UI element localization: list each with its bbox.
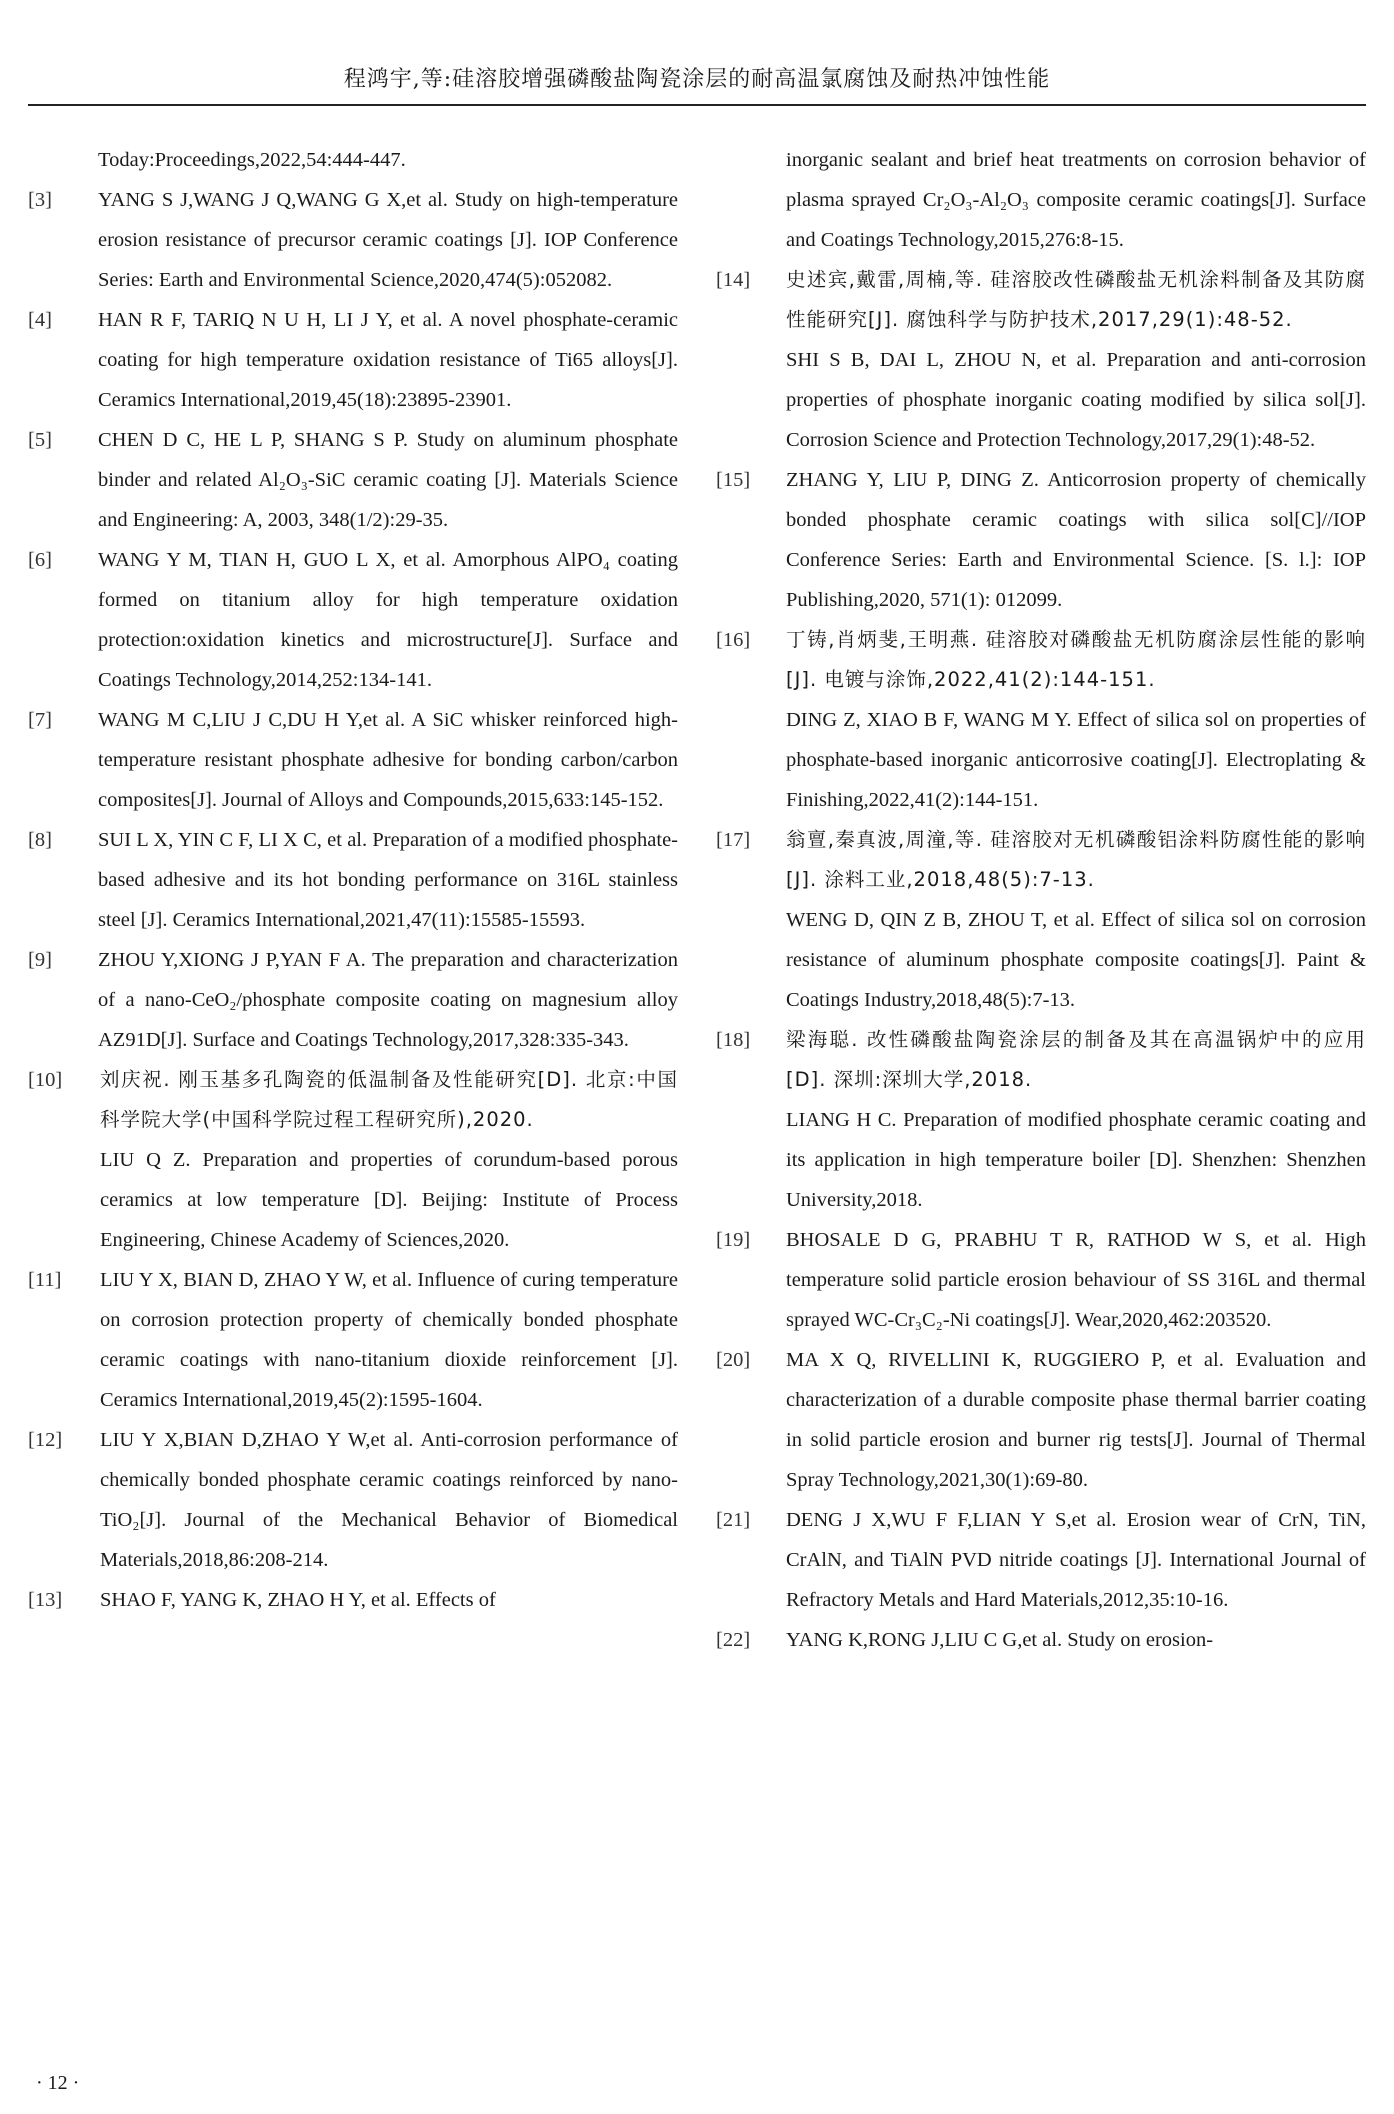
reference-text: LIU Y X, BIAN D, ZHAO Y W, et al. Influence of curing temperature on corrosion protection property of chemically bonded phosphate ceramic coatings with nano-titanium dioxide reinforcement [J]. Ceramics International,2019,45(2):1595-1604. [100,1269,678,1411]
reference-15 [716,460,1366,620]
reference-number: [3] [28,189,52,211]
reference-text: CHEN D C, HE L P, SHANG S P. Study on aluminum phosphate binder and related Al₂O₃-SiC ceramic coating [J]. Materials Science and Engineering: A, 2003, 348(1/2):29-35. [98,429,678,531]
reference-10 [28,1060,678,1260]
reference-text-chinese: 翁亶,秦真波,周潼,等. 硅溶胶对无机磷酸铝涂料防腐性能的影响[J]. 涂料工业,2018,48(5):7-13. [786,828,1366,891]
reference-number: [7] [28,709,52,731]
reference-17 [716,820,1366,1020]
reference-text-chinese: 丁铸,肖炳斐,王明燕. 硅溶胶对磷酸盐无机防腐涂层性能的影响[J]. 电镀与涂饰,2022,41(2):144-151. [786,628,1366,691]
reference-16 [716,620,1366,820]
reference-21 [716,1500,1366,1620]
reference-number: [13] [28,1589,63,1611]
reference-text: HAN R F, TARIQ N U H, LI J Y, et al. A novel phosphate-ceramic coating for high temperature oxidation resistance of Ti65 alloys[J]. Ceramics International,2019,45(18):23895-23901. [98,309,678,411]
reference-number: [22] [716,1629,751,1651]
reference-text: DENG J X,WU F F,LIAN Y S,et al. Erosion wear of CrN, TiN, CrAlN, and TiAlN PVD nitride coatings [J]. International Journal of Refractory Metals and Hard Materials,2012,35:10-16. [786,1509,1366,1611]
reference-text-english: SHI S B, DAI L, ZHOU N, et al. Preparation and anti-corrosion properties of phosphate inorganic coating modified by silica sol[J]. Corrosion Science and Protection Technology,2017,29(1):48-52. [786,349,1366,451]
reference-number: [11] [28,1269,62,1291]
reference-text-english: LIU Q Z. Preparation and properties of corundum-based porous ceramics at low temperature [D]. Beijing: Institute of Process Engineering, Chinese Academy of Sciences,2020. [100,1149,678,1251]
left-column [28,140,678,1620]
reference-text-chinese: 史述宾,戴雷,周楠,等. 硅溶胶改性磷酸盐无机涂料制备及其防腐性能研究[J]. 腐蚀科学与防护技术,2017,29(1):48-52. [786,268,1366,331]
reference-text: WANG M C,LIU J C,DU H Y,et al. A SiC whisker reinforced high-temperature resistant phosphate adhesive for bonding carbon/carbon composites[J]. Journal of Alloys and Compounds,2015,633:145-152. [98,709,678,811]
reference-number: [5] [28,429,52,451]
reference-text: YANG K,RONG J,LIU C G,et al. Study on erosion- [786,1629,1214,1651]
reference-continuation: inorganic sealant and brief heat treatments on corrosion behavior of plasma sprayed Cr₂O₃-Al₂O₃ composite ceramic coatings[J]. Surface and Coatings Technology,2015,276:8-15. [786,149,1366,251]
reference-text-english: WENG D, QIN Z B, ZHOU T, et al. Effect of silica sol on corrosion resistance of aluminum phosphate composite coatings[J]. Paint & Coatings Industry,2018,48(5):7-13. [786,909,1366,1011]
reference-18 [716,1020,1366,1220]
reference-6 [28,540,678,700]
reference-9 [28,940,678,1060]
reference-13 [28,1580,678,1620]
reference-text: BHOSALE D G, PRABHU T R, RATHOD W S, et al. High temperature solid particle erosion behaviour of SS 316L and thermal sprayed WC-Cr₃C₂-Ni coatings[J]. Wear,2020,462:203520. [786,1229,1366,1331]
reference-number: [15] [716,469,751,491]
reference-text: SUI L X, YIN C F, LI X C, et al. Preparation of a modified phosphate-based adhesive and its hot bonding performance on 316L stainless steel [J]. Ceramics International,2021,47(11):15585-15593. [98,829,678,931]
reference-3 [28,180,678,300]
page-number: · 12 · [36,2072,80,2094]
reference-number: [12] [28,1429,63,1451]
reference-text-english: DING Z, XIAO B F, WANG M Y. Effect of silica sol on properties of phosphate-based inorganic anticorrosive coating[J]. Electroplating & Finishing,2022,41(2):144-151. [786,709,1366,811]
reference-7 [28,700,678,820]
reference-number: [6] [28,549,52,571]
reference-number: [17] [716,829,751,851]
reference-text: MA X Q, RIVELLINI K, RUGGIERO P, et al. Evaluation and characterization of a durable composite phase thermal barrier coating in solid particle erosion and burner rig tests[J]. Journal of Thermal Spray Technology,2021,30(1):69-80. [786,1349,1366,1491]
reference-text-chinese: 刘庆祝. 刚玉基多孔陶瓷的低温制备及性能研究[D]. 北京:中国科学院大学(中国科学院过程工程研究所),2020. [100,1068,678,1131]
reference-continuation: Today:Proceedings,2022,54:444-447. [98,149,406,171]
reference-number: [9] [28,949,52,971]
reference-text: SHAO F, YANG K, ZHAO H Y, et al. Effects of [100,1589,496,1611]
reference-text: WANG Y M, TIAN H, GUO L X, et al. Amorphous AlPO₄ coating formed on titanium alloy for high temperature oxidation protection:oxidation kinetics and microstructure[J]. Surface and Coatings Technology,2014,252:134-141. [98,549,678,691]
reference-8 [28,820,678,940]
reference-5 [28,420,678,540]
reference-number: [20] [716,1349,751,1371]
reference-text: YANG S J,WANG J Q,WANG G X,et al. Study on high-temperature erosion resistance of precursor ceramic coatings [J]. IOP Conference Series: Earth and Environmental Science,2020,474(5):052082. [98,189,678,291]
reference-number: [18] [716,1029,751,1051]
reference-11 [28,1260,678,1420]
running-header: 程鸿宇,等:硅溶胶增强磷酸盐陶瓷涂层的耐高温氯腐蚀及耐热冲蚀性能 [343,67,1051,92]
reference-number: [21] [716,1509,751,1531]
reference-text-english: LIANG H C. Preparation of modified phosphate ceramic coating and its application in high temperature boiler [D]. Shenzhen: Shenzhen University,2018. [786,1109,1366,1211]
reference-20 [716,1340,1366,1500]
reference-12 [28,1420,678,1580]
reference-14 [716,260,1366,460]
reference-text: LIU Y X,BIAN D,ZHAO Y W,et al. Anti-corrosion performance of chemically bonded phosphate ceramic coatings reinforced by nano-TiO₂[J]. Journal of the Mechanical Behavior of Biomedical Materials,2018,86:208-214. [100,1429,678,1571]
header-divider [28,104,1366,106]
reference-number: [14] [716,269,751,291]
reference-text: ZHOU Y,XIONG J P,YAN F A. The preparation and characterization of a nano-CeO₂/phosphate composite coating on magnesium alloy AZ91D[J]. Surface and Coatings Technology,2017,328:335-343. [98,949,678,1051]
reference-number: [4] [28,309,52,331]
reference-number: [16] [716,629,751,651]
reference-text-chinese: 梁海聪. 改性磷酸盐陶瓷涂层的制备及其在高温锅炉中的应用[D]. 深圳:深圳大学,2018. [786,1028,1366,1091]
reference-text: ZHANG Y, LIU P, DING Z. Anticorrosion property of chemically bonded phosphate ceramic coatings with silica sol[C]//IOP Conference Series: Earth and Environmental Science. [S. l.]: IOP Publishing,2020, 571(1): 012099. [786,469,1366,611]
reference-number: [10] [28,1069,63,1091]
reference-22 [716,1620,1366,1660]
reference-number: [19] [716,1229,751,1251]
reference-4 [28,300,678,420]
reference-number: [8] [28,829,52,851]
right-column [716,140,1366,1660]
reference-19 [716,1220,1366,1340]
